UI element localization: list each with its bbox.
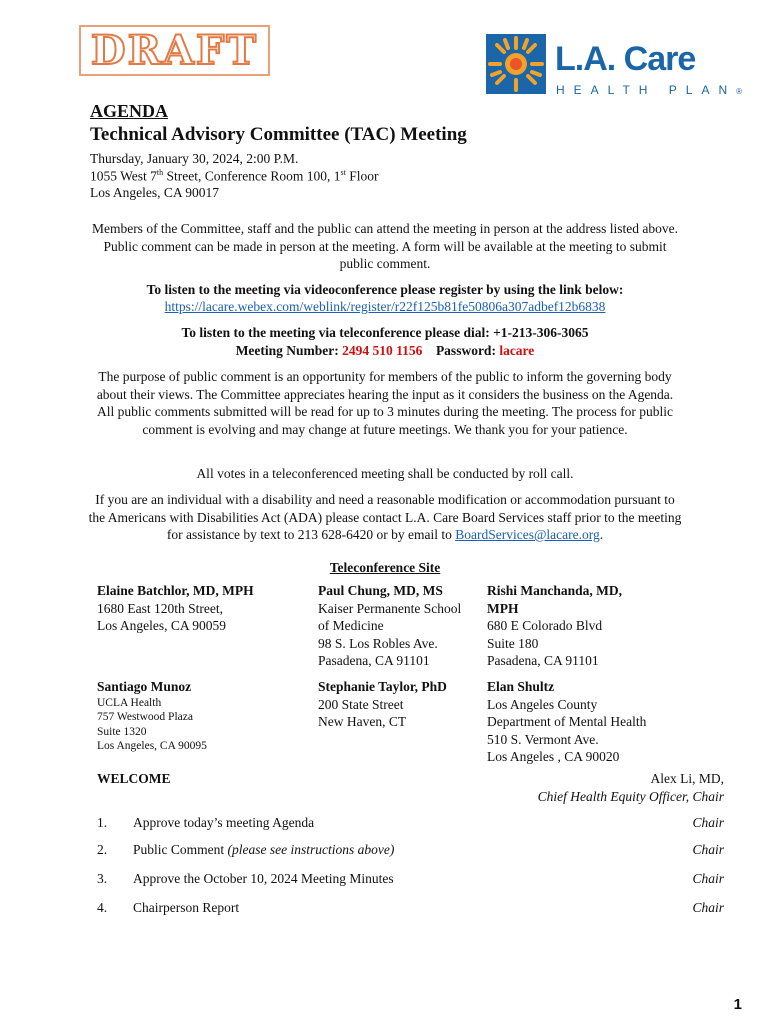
site-munoz: [97, 678, 207, 754]
teleconference-site-heading: Teleconference Site: [329, 560, 441, 575]
site-line: UCLA Health: [97, 696, 162, 709]
votes-paragraph: All votes in a teleconferenced meeting shall be conducted by roll call.: [196, 466, 574, 481]
site-line: Kaiser Permanente School: [318, 600, 462, 616]
site-line: Department of Mental Health: [487, 714, 647, 729]
agenda-item-role: Chair: [692, 842, 724, 857]
meeting-number-label: Meeting Number:: [235, 343, 339, 358]
webex-link[interactable]: https://lacare.webex.com/weblink/register/r22f125b81fe50806a307adbef12b6838: [164, 299, 606, 314]
site-line: Pasadena, CA 91101: [487, 653, 599, 668]
site-line: New Haven, CT: [318, 714, 407, 729]
agenda-heading: AGENDA: [90, 101, 169, 121]
site-manchanda: [487, 582, 622, 670]
site-line: Suite 180: [487, 635, 539, 651]
agenda-item-text: Approve the October 10, 2024 Meeting Minutes: [133, 871, 394, 886]
agenda-item-text: Chairperson Report: [133, 900, 240, 915]
site-taylor: [318, 678, 447, 731]
sun-logo-icon: [486, 34, 546, 94]
site-line: Los Angeles, CA 90059: [97, 618, 227, 633]
page-number: 1: [733, 996, 742, 1013]
site-name: Santiago Munoz: [97, 679, 192, 694]
site-line: Los Angeles, CA 90095: [97, 740, 207, 752]
agenda-item-text: Public Comment (please see instructions above): [133, 842, 395, 857]
ada-paragraph: If you are an individual with a disability and need a reasonable modification or accommodation pursuant to the Americans with Disabilities Act (ADA) please contact L.A. Care Board Services staff prior to the meeting for assistance by text to 213 628-6420 or by email to BoardServices@lacare.org.: [88, 492, 682, 542]
site-line: 1680 East 120th Street,: [97, 600, 223, 616]
teleconference-label: To listen to the meeting via teleconference please dial: +1-213-306-3065: [181, 325, 589, 340]
logo-subtitle: HEALTH PLAN®: [556, 83, 743, 97]
videoconference-label: To listen to the meeting via videoconference please register by using the link below:: [146, 282, 624, 297]
password-value: lacare: [499, 343, 535, 358]
agenda-item-number: 3.: [97, 871, 108, 886]
site-line: 680 E Colorado Blvd: [487, 618, 603, 633]
site-line: Los Angeles County: [487, 696, 598, 712]
meeting-city: Los Angeles, CA 90017: [90, 185, 220, 200]
welcome-heading: WELCOME: [97, 771, 171, 786]
site-name: Elan Shultz: [487, 679, 555, 694]
agenda-item-number: 2.: [97, 842, 108, 857]
agenda-item-role: Chair: [692, 900, 724, 915]
welcome-presenter: Alex Li, MD,: [650, 771, 724, 786]
meeting-credentials: [88, 342, 682, 360]
site-line: 510 S. Vermont Ave.: [487, 731, 599, 747]
la-care-logo: [486, 34, 743, 104]
password-label: Password:: [435, 343, 496, 358]
site-line: Suite 1320: [97, 725, 147, 738]
videoconference-link-row: [88, 298, 682, 316]
site-line: 757 Westwood Plaza: [97, 711, 193, 723]
site-name: Stephanie Taylor, PhD: [318, 679, 447, 694]
agenda-item-number: 4.: [97, 900, 108, 915]
site-batchlor: [97, 582, 254, 635]
site-line: of Medicine: [318, 618, 384, 633]
meeting-number: 2494 510 1156: [342, 343, 423, 358]
site-shultz: [487, 678, 646, 766]
board-services-email[interactable]: BoardServices@lacare.org: [455, 527, 600, 542]
meeting-title: Technical Advisory Committee (TAC) Meeting: [90, 124, 467, 145]
site-name: Elaine Batchlor, MD, MPH: [97, 583, 254, 598]
agenda-item-text: Approve today’s meeting Agenda: [133, 815, 315, 830]
site-line: 98 S. Los Robles Ave.: [318, 635, 438, 651]
logo-name: L.A. Care: [555, 40, 696, 78]
agenda-item-role: Chair: [692, 815, 724, 830]
intro-paragraph: Members of the Committee, staff and the public can attend the meeting in person at the address listed above. Public comment can be made in person at the meeting. A form will be available at the meeting to submit public comment.: [91, 221, 679, 271]
site-line: Los Angeles , CA 90020: [487, 749, 620, 764]
site-line: 200 State Street: [318, 696, 404, 712]
site-name: Paul Chung, MD, MS: [318, 583, 443, 598]
purpose-paragraph: The purpose of public comment is an opportunity for members of the public to inform the governing body about their views. The Committee appreciates hearing the input as it considers the business on the Agenda. All public comments submitted will be read for up to 3 minutes during the meeting. The process for public comment is evolving and may change at future meetings. We thank you for your patience.: [96, 369, 674, 437]
site-line: Pasadena, CA 91101: [318, 653, 430, 668]
draft-stamp-text: DRAFT: [90, 27, 259, 74]
welcome-presenter-title: Chief Health Equity Officer, Chair: [537, 789, 724, 804]
meeting-date: Thursday, January 30, 2024, 2:00 P.M.: [90, 151, 299, 166]
site-name: Rishi Manchanda, MD,: [487, 583, 623, 598]
draft-stamp: [79, 25, 270, 76]
agenda-item-role: Chair: [692, 871, 724, 886]
agenda-item-number: 1.: [97, 815, 108, 830]
site-name: MPH: [487, 600, 519, 616]
meeting-address: 1055 West 7th Street, Conference Room 100, 1st Floor: [90, 168, 379, 184]
site-chung: [318, 582, 461, 670]
